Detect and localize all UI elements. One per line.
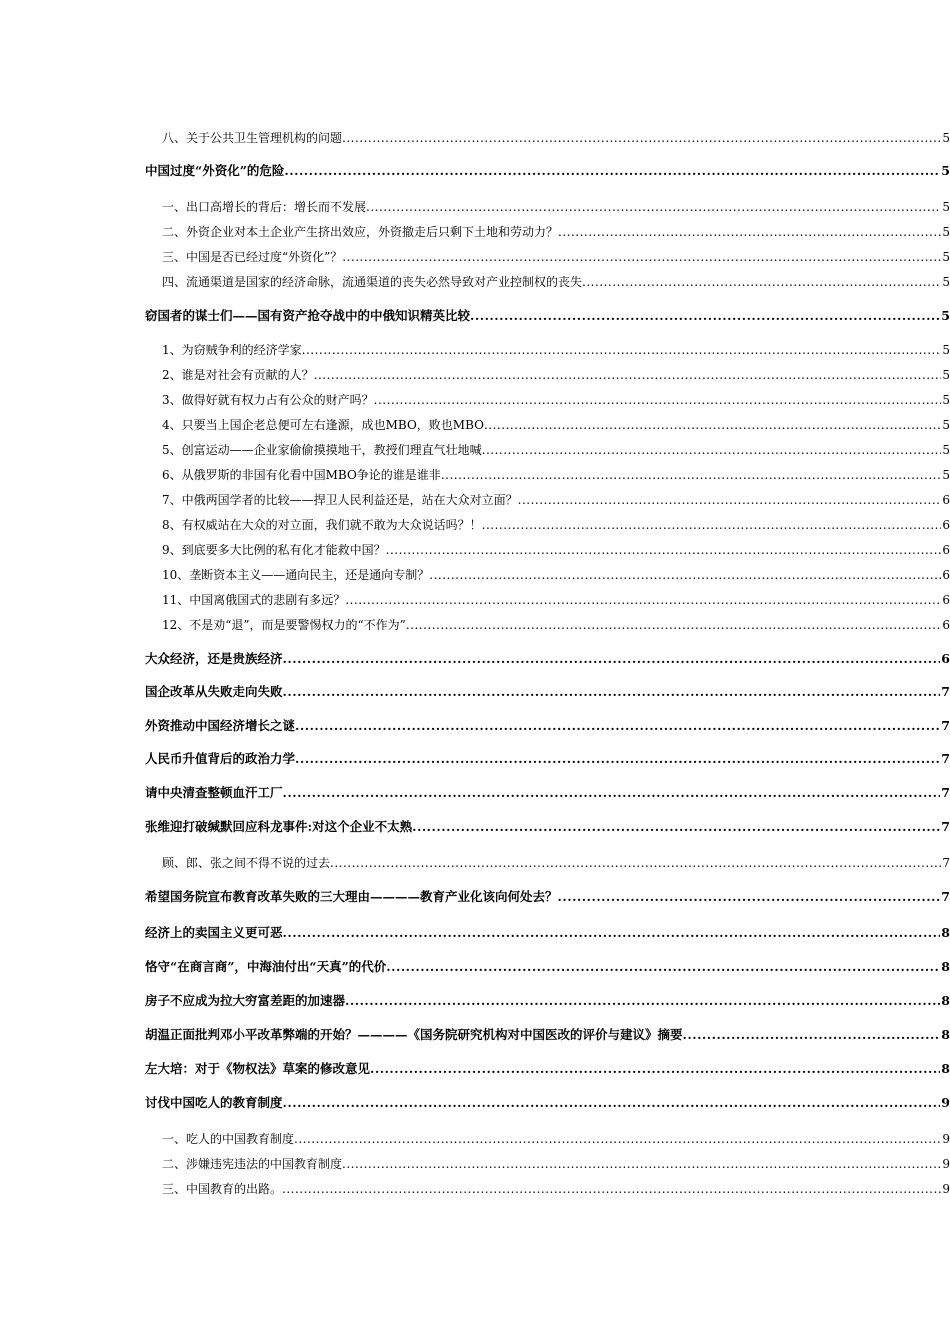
toc-leader-dots [406, 617, 942, 633]
toc-entry-page-number: 5 [942, 468, 950, 482]
toc-entry[interactable] [145, 492, 950, 510]
toc-entry-page-number: 6 [942, 568, 950, 582]
toc-leader-dots [582, 274, 941, 290]
toc-entry-page-number: 8 [941, 1027, 950, 1042]
toc-entry-page-number: 8 [941, 925, 950, 940]
toc-leader-dots [282, 1181, 941, 1197]
toc-entry-title: 胡温正面批判邓小平改革弊端的开始？————《国务院研究机构对中国医改的评价与建议》摘要 [145, 1027, 683, 1042]
toc-leader-dots [294, 1131, 941, 1147]
toc-entry[interactable] [145, 224, 950, 242]
toc-entry-title: 二、外资企业对本土企业产生挤出效应，外资撤走后只剩下土地和劳动力？ [162, 225, 559, 239]
toc-leader-dots [518, 492, 942, 508]
toc-entry[interactable] [145, 417, 950, 435]
toc-entry-title: 恪守“在商言商”，中海油付出“天真”的代价 [145, 959, 387, 974]
toc-entry[interactable] [145, 199, 950, 217]
toc-entry-page-number: 5 [942, 225, 950, 239]
toc-entry[interactable] [145, 342, 950, 360]
toc-entry[interactable] [145, 467, 950, 485]
toc-leader-dots [370, 1061, 940, 1077]
toc-entry-page-number: 7 [941, 785, 950, 800]
toc-entry[interactable] [145, 751, 950, 769]
toc-leader-dots [470, 308, 940, 324]
toc-leader-dots [386, 542, 942, 558]
toc-entry-title: 三、中国是否已经过度“外资化”？ [162, 250, 343, 264]
toc-entry-title: 9、到底要多大比例的私有化才能救中国？ [162, 543, 386, 557]
toc-entry-page-number: 6 [942, 618, 950, 632]
toc-entry[interactable] [145, 130, 950, 148]
toc-entry[interactable] [145, 617, 950, 635]
toc-entry-page-number: 8 [941, 993, 950, 1008]
toc-entry-page-number: 7 [941, 684, 950, 699]
toc-entry-page-number: 7 [941, 751, 950, 766]
toc-entry-title: 11、中国离俄国式的悲剧有多远？ [162, 593, 346, 607]
toc-entry-page-number: 7 [941, 819, 950, 834]
toc-entry-title: 一、吃人的中国教育制度 [162, 1132, 295, 1146]
toc-leader-dots [441, 467, 942, 483]
toc-entry[interactable] [145, 274, 950, 292]
toc-entry[interactable] [145, 889, 950, 907]
toc-entry[interactable] [145, 684, 950, 702]
toc-entry[interactable] [145, 1156, 950, 1174]
toc-entry-title: 一、出口高增长的背后：增长而不发展 [162, 200, 367, 214]
toc-entry-title: 张维迎打破缄默回应科龙事件:对这个企业不太熟 [145, 819, 413, 834]
toc-leader-dots [283, 684, 941, 700]
toc-entry-page-number: 9 [942, 1132, 950, 1146]
toc-leader-dots [429, 567, 941, 583]
toc-entry[interactable] [145, 442, 950, 460]
toc-leader-dots [342, 249, 941, 265]
toc-entry[interactable] [145, 163, 950, 181]
toc-leader-dots [284, 163, 940, 179]
toc-entry-page-number: 5 [942, 443, 950, 457]
toc-entry[interactable] [145, 1061, 950, 1079]
toc-entry-page-number: 7 [941, 718, 950, 733]
toc-entry-page-number: 5 [942, 368, 950, 382]
toc-entry[interactable] [145, 1181, 950, 1199]
toc-entry-title: 希望国务院宣布教育改革失败的三大理由————教育产业化该向何处去？ [145, 889, 558, 904]
toc-entry-page-number: 5 [942, 343, 950, 357]
toc-leader-dots [302, 342, 942, 358]
toc-leader-dots [482, 517, 942, 533]
toc-entry-title: 讨伐中国吃人的教育制度 [145, 1095, 283, 1110]
toc-entry-title: 人民币升值背后的政治力学 [145, 751, 296, 766]
toc-entry[interactable] [145, 1027, 950, 1045]
toc-entry[interactable] [145, 819, 950, 837]
toc-entry-page-number: 6 [942, 543, 950, 557]
toc-entry-title: 四、流通渠道是国家的经济命脉，流通渠道的丧失必然导致对产业控制权的丧失 [162, 275, 583, 289]
toc-entry-title: 大众经济，还是贵族经济 [145, 651, 283, 666]
toc-entry-title: 三、中国教育的出路。 [162, 1182, 283, 1196]
toc-entry-page-number: 7 [942, 856, 950, 870]
toc-entry-title: 8、有权威站在大众的对立面，我们就不敢为大众说话吗？！ [162, 518, 482, 532]
toc-leader-dots [283, 785, 941, 801]
toc-entry-title: 4、只要当上国企老总便可左右逢源，成也MBO，败也MBO [162, 418, 484, 432]
toc-entry-page-number: 5 [942, 131, 950, 145]
toc-entry[interactable] [145, 855, 950, 873]
toc-entry-title: 中国过度“外资化”的危险 [145, 163, 285, 178]
toc-entry[interactable] [145, 993, 950, 1011]
toc-entry-title: 7、中俄两国学者的比较——捍卫人民利益还是，站在大众对立面？ [162, 493, 518, 507]
toc-entry-title: 顾、郎、张之间不得不说的过去 [162, 856, 331, 870]
toc-entry-page-number: 9 [942, 1157, 950, 1171]
toc-entry-title: 外资推动中国经济增长之谜 [145, 718, 296, 733]
toc-entry-page-number: 5 [942, 393, 950, 407]
toc-entry-page-number: 9 [942, 1182, 950, 1196]
toc-leader-dots [374, 392, 942, 408]
toc-entry-title: 10、垄断资本主义——通向民主，还是通向专制？ [162, 568, 430, 582]
toc-leader-dots [366, 199, 941, 215]
toc-entry-page-number: 5 [942, 200, 950, 214]
toc-leader-dots [412, 819, 940, 835]
toc-leader-dots [295, 751, 940, 767]
toc-leader-dots [314, 367, 942, 383]
toc-leader-dots [283, 925, 941, 941]
toc-entry-title: 3、做得好就有权力占有公众的财产吗？ [162, 393, 374, 407]
toc-entry-page-number: 6 [942, 493, 950, 507]
toc-entry[interactable] [145, 517, 950, 535]
toc-entry-page-number: 5 [942, 418, 950, 432]
toc-leader-dots [342, 130, 941, 146]
toc-entry-title: 12、不是劝“退”，而是要警惕权力的“不作为” [162, 618, 406, 632]
toc-entry-title: 5、创富运动——企业家偷偷摸摸地干，教授们理直气壮地喊 [162, 443, 482, 457]
toc-leader-dots [482, 442, 942, 458]
toc-leader-dots [283, 651, 941, 667]
toc-leader-dots [342, 1156, 941, 1172]
toc-entry-page-number: 6 [941, 651, 950, 666]
toc-entry[interactable] [145, 367, 950, 385]
toc-entry[interactable] [145, 249, 950, 267]
toc-entry[interactable] [145, 592, 950, 610]
toc-leader-dots [345, 592, 941, 608]
toc-leader-dots [484, 417, 941, 433]
toc-entry[interactable] [145, 567, 950, 585]
toc-leader-dots [345, 993, 940, 1009]
toc-entry-page-number: 5 [942, 275, 950, 289]
toc-entry[interactable] [145, 1131, 950, 1149]
toc-entry-page-number: 5 [942, 250, 950, 264]
toc-entry-title: 左大培：对于《物权法》草案的修改意见 [145, 1061, 371, 1076]
toc-entry-title: 经济上的卖国主义更可恶 [145, 925, 283, 940]
toc-entry[interactable] [145, 1095, 950, 1113]
toc-leader-dots [558, 889, 941, 905]
toc-entry-page-number: 8 [941, 959, 950, 974]
toc-leader-dots [558, 224, 941, 240]
toc-entry[interactable] [145, 651, 950, 669]
toc-entry[interactable] [145, 785, 950, 803]
toc-entry-page-number: 5 [941, 308, 950, 323]
toc-leader-dots [295, 718, 940, 734]
toc-entry-page-number: 6 [942, 518, 950, 532]
toc-entry[interactable] [145, 718, 950, 736]
toc-entry[interactable] [145, 392, 950, 410]
toc-entry-page-number: 6 [942, 593, 950, 607]
toc-entry-page-number: 8 [941, 1061, 950, 1076]
toc-leader-dots [683, 1027, 941, 1043]
toc-entry-title: 请中央清查整顿血汗工厂 [145, 785, 283, 800]
toc-entry-title: 1、为窃贼争利的经济学家 [162, 343, 302, 357]
toc-entry-title: 2、谁是对社会有贡献的人？ [162, 368, 314, 382]
toc-leader-dots [330, 855, 941, 871]
toc-entry-page-number: 7 [941, 889, 950, 904]
toc-entry-title: 窃国者的谋士们——国有资产抢夺战中的中俄知识精英比较 [145, 308, 471, 323]
toc-entry-page-number: 5 [941, 163, 950, 178]
toc-entry-title: 房子不应成为拉大穷富差距的加速器 [145, 993, 346, 1008]
toc-entry[interactable] [145, 542, 950, 560]
toc-entry[interactable] [145, 959, 950, 977]
toc-entry-page-number: 9 [941, 1095, 950, 1110]
toc-entry[interactable] [145, 925, 950, 943]
toc-entry[interactable] [145, 308, 950, 326]
toc-entry-title: 国企改革从失败走向失败 [145, 684, 283, 699]
toc-entry-title: 二、涉嫌违宪违法的中国教育制度 [162, 1157, 343, 1171]
toc-entry-title: 八、关于公共卫生管理机构的问题 [162, 131, 343, 145]
toc-leader-dots [283, 1095, 941, 1111]
toc-entry-title: 6、从俄罗斯的非国有化看中国MBO争论的谁是谁非 [162, 468, 441, 482]
toc-leader-dots [386, 959, 940, 975]
